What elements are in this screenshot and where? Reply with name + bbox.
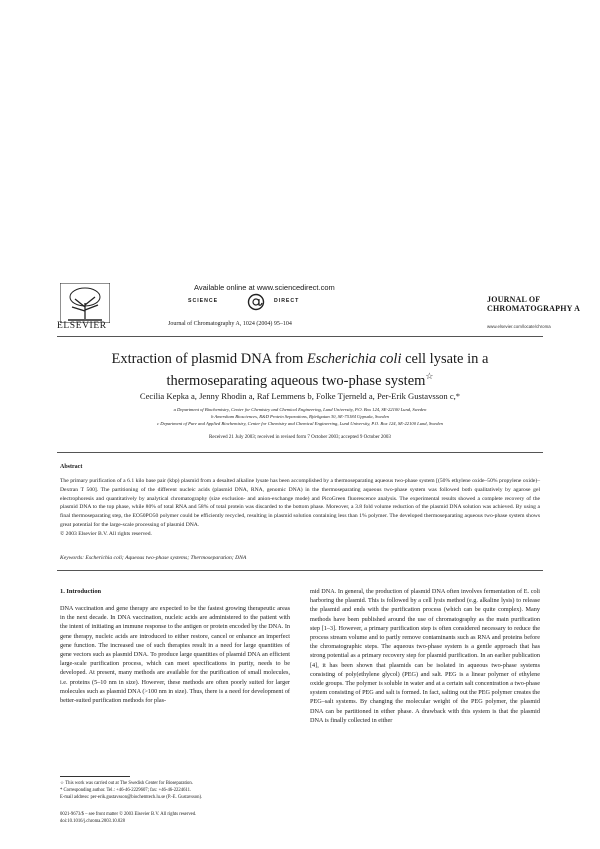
body-column-right xyxy=(310,587,540,725)
journal-url: www.elsevier.com/locate/chroma xyxy=(487,324,551,329)
footnote-corresponding: * Corresponding author. Tel.: +46-46-2229607; fax: +46-46-2224611. xyxy=(60,788,192,793)
affiliation-a: a Department of Biochemistry, Center for Chemistry and Chemical Engineering, Lund University, P.O. Box 124, SE-22100 Lund, Sweden xyxy=(173,407,427,412)
journal-reference: Journal of Chromatography A, 1024 (2004) 95–104 xyxy=(168,321,292,327)
title-part-1: Extraction of plasmid DNA from xyxy=(111,351,307,367)
body-right-text: mid DNA. In general, the production of plasmid DNA often involves fermentation of E. coli harboring the plasmid. This is followed by a cell lysis method (e.g. alkaline lysis) to release the plasmid and ends with the purification process (which can be quite complex). Many methods have been published around the use of chromatography as the main purification step [1–3]. However, a primary purification step is often considered necessary to reduce the process stream volume and to partly remove contaminants such as RNA and proteins before the chromatographic steps. The aqueous two-phase system is a gentle approach that has strong potential as a primary recovery step for plasmid purification. In an earlier publication [4], it has been shown that plasmids can be isolated in aqueous two-phase systems consisting of poly(ethylene glycol) (PEG) and salt. PEG is a linear polymer of ethylene oxide groups. The polymer is soluble in water and at a certain salt concentration a two-phase system consisting of PEG and salt is formed. In fact, salting out the PEG polymer creates the PEG–salt systems. By changing the molecular weight of the PEG polymer, the plasmid DNA can be partitioned in either phase. A drawback with this system is that the plasmid DNA is finally collected in either xyxy=(310,588,540,724)
doi-line: doi:10.1016/j.chroma.2003.10.028 xyxy=(60,819,125,824)
author-list: Cecilia Kepka a, Jenny Rhodin a, Raf Lemmens b, Folke Tjerneld a, Per-Erik Gustavsson c,* xyxy=(139,391,461,401)
affiliation-c: c Department of Pure and Applied Biochemistry, Center for Chemistry and Chemical Engineering, Lund University, P.O. Box 124, SE-22100 Lund, Sweden xyxy=(157,421,443,426)
available-online: Available online at www.sciencedirect.com xyxy=(194,283,335,292)
publisher-name: ELSEVIER xyxy=(57,321,107,331)
copyright-line: 0021-9673/$ – see front matter © 2003 Elsevier B.V. All rights reserved. xyxy=(60,812,197,817)
keywords: Keywords: Escherichia coli; Aqueous two-phase systems; Thermoseparation; DNA xyxy=(60,555,247,561)
body-column-left xyxy=(60,604,290,705)
abstract-copyright: © 2003 Elsevier B.V. All rights reserved. xyxy=(60,530,152,537)
elsevier-tree-logo xyxy=(60,283,110,323)
abstract-bottom-rule xyxy=(57,570,543,571)
footnote-star: ☆ This work was carried out at The Swedish Center for Bioseparation. xyxy=(60,781,193,786)
footnote-rule xyxy=(60,776,130,777)
copyright-block xyxy=(60,811,300,825)
body-left-text: DNA vaccination and gene therapy are expected to be the fastest growing therapeutic areas in the next decade. In DNA vaccination, nucleic acids are administered to the patient with the intent of initiating an immune response to the antigen or protein encoded by the DNA. In gene therapy, nucleic acids are introduced to either restore, cancel or enhance an imperfect gene function. The increased use of such therapies result in a need for large quantities of gene vectors such as plasmid DNA. To produce large quantities of plasmid DNA an efficient large-scale purification process, which can meet specifications in purity, needs to be developed. At present, many methods are available for the purification of small molecules, i.e. proteins (5–10 nm in size). However, these methods are often poorly suited for larger molecules such as plasmid DNA (>100 nm in size). Thus, there is a need for development of better-suited purification methods for plas- xyxy=(60,605,290,705)
title-part-2: cell lysate in a thermoseparating aqueous two-phase system xyxy=(166,351,489,389)
sciencedirect-logo xyxy=(188,293,338,311)
abstract-heading: Abstract xyxy=(60,464,83,470)
abstract-body xyxy=(60,477,540,539)
article-title xyxy=(70,351,530,390)
abstract-text: The primary purification of a 6.1 kilo base pair (kbp) plasmid from a desalted alkaline lysate has been accomplished by a thermoseparating aqueous two-phase system [(50% ethylene oxide–50% propylene oxide)–Dextran T 500]. The partitioning of the different nucleic acids (plasmid DNA, RNA, genomic DNA) in the thermoseparating aqueous two-phase system was followed both qualitatively by agarose gel electrophoresis and quantitatively by analytical chromatography (size exclusion- and anion-exchange mode) and PicoGreen fluorescence analysis. The experimental results showed a complete recovery of the plasmid DNA to the top phase, while 80% of total RNA and 58% of total protein was discarded to the bottom phase. Moreover, a 3.8 fold volume reduction of the plasmid DNA solution was achieved. By using a final thermoseparating step, the EO50PO50 polymer could be efficiently recycled, resulting in plasmid solution containing less than 1% polymer. The developed thermoseparating aqueous two-phase system shows great potential for the large-scale processing of plasmid DNA. xyxy=(60,478,540,528)
received-dates: Received 21 July 2003; received in revised form 7 October 2003; accepted 9 October 2003 xyxy=(209,435,391,440)
sciencedirect-at-icon xyxy=(245,293,267,311)
sciencedirect-left-text: SCIENCE xyxy=(188,298,219,304)
title-organism: Escherichia coli xyxy=(306,351,402,367)
title-footnote-mark: ☆ xyxy=(425,371,434,381)
abstract-top-rule xyxy=(57,452,543,453)
header-rule xyxy=(57,336,543,337)
sciencedirect-right-text: DIRECT xyxy=(274,298,300,304)
section-heading: 1. Introduction xyxy=(60,588,102,595)
footnotes xyxy=(60,780,300,801)
affiliation-b: b Amersham Biosciences, R&D Protein Separations, Björkgatan 30, SE-75184 Uppsala, Sweden xyxy=(211,414,389,419)
journal-name: JOURNAL OF CHROMATOGRAPHY A xyxy=(487,295,581,313)
footnote-email: E-mail address: per-erik.gustavsson@biochemtech.lu.se (P.-E. Gustavsson). xyxy=(60,795,203,800)
